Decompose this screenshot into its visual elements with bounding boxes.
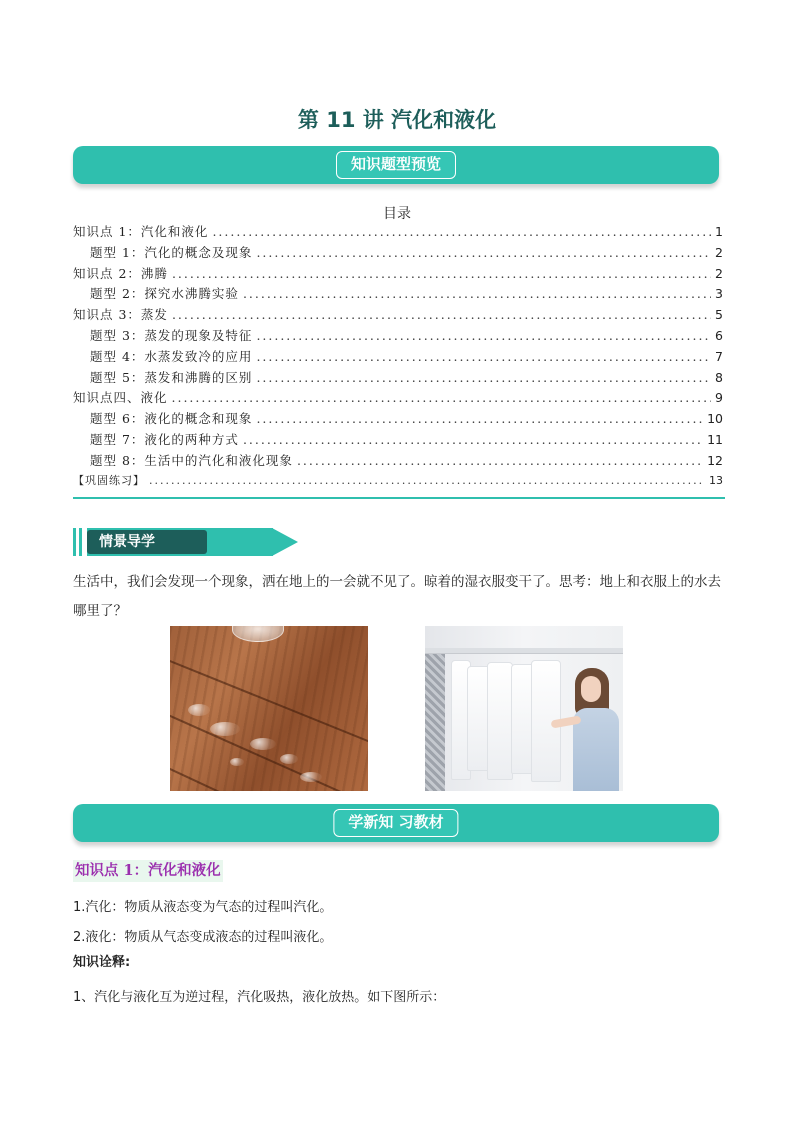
knowledge-point-heading: 知识点 1：汽化和液化 xyxy=(73,860,223,882)
toc-leader-dots xyxy=(297,453,703,468)
tag-bars-decoration xyxy=(73,528,87,556)
toc-entry-page: 9 xyxy=(715,390,723,406)
toc-entry-page: 2 xyxy=(715,265,723,281)
toc-entry-label: 题型 8：生活中的汽化和液化现象 xyxy=(90,452,293,468)
toc-leader-dots xyxy=(172,266,711,281)
toc-entry-page: 7 xyxy=(715,348,723,364)
toc-leader-dots xyxy=(243,432,703,447)
section-divider xyxy=(73,497,725,499)
toc-entry[interactable] xyxy=(73,305,723,326)
toc-entry-label: 知识点 3：蒸发 xyxy=(73,307,168,323)
toc-entry-label: 题型 5：蒸发和沸腾的区别 xyxy=(90,369,253,385)
toc-entry-label: 【巩固练习】 xyxy=(73,473,145,487)
toc-leader-dots xyxy=(172,390,712,405)
toc-entry-page: 2 xyxy=(715,244,723,260)
toc-entry[interactable] xyxy=(73,430,723,451)
toc-entry[interactable] xyxy=(73,264,723,285)
spilled-water-photo xyxy=(170,626,368,791)
toc-entry-page: 1 xyxy=(715,224,723,239)
toc-entry-page: 8 xyxy=(715,369,723,385)
toc-entry[interactable] xyxy=(73,326,723,347)
toc-entry-page: 5 xyxy=(715,307,723,323)
notes-paragraph: 1、汽化与液化互为逆过程，汽化吸热，液化放热。如下图所示： xyxy=(73,990,446,1005)
scene-section-tag xyxy=(73,528,233,556)
learn-banner xyxy=(73,804,719,842)
toc-leader-dots xyxy=(256,411,703,426)
toc-entry-label: 题型 1：汽化的概念及现象 xyxy=(90,244,253,260)
toc-entry-page: 13 xyxy=(709,473,723,487)
toc-leader-dots xyxy=(149,474,705,487)
toc-entry[interactable] xyxy=(73,451,723,472)
table-of-contents xyxy=(73,222,723,492)
toc-entry-page: 11 xyxy=(707,431,723,447)
intro-paragraph: 生活中，我们会发现一个现象，洒在地上的一会就不见了。晾着的湿衣服变干了。思考：地上和衣服上的水去哪里了？ xyxy=(73,574,721,619)
toc-entry-page: 12 xyxy=(707,452,723,468)
toc-entry-page: 6 xyxy=(715,327,723,343)
learn-banner-label: 学新知 习教材 xyxy=(333,809,458,837)
toc-entry[interactable] xyxy=(73,222,723,243)
toc-entry[interactable] xyxy=(73,243,723,264)
toc-entry-label: 题型 4：水蒸发致冷的应用 xyxy=(90,348,253,364)
toc-entry[interactable] xyxy=(73,284,723,305)
toc-entry-label: 题型 2：探究水沸腾实验 xyxy=(90,286,239,302)
toc-entry[interactable] xyxy=(73,368,723,389)
toc-entry-label: 知识点 1：汽化和液化 xyxy=(73,224,209,239)
toc-leader-dots xyxy=(172,307,711,322)
scene-section-label: 情景导学 xyxy=(87,530,207,554)
toc-entry-label: 题型 7：液化的两种方式 xyxy=(90,431,239,447)
toc-entry-page: 3 xyxy=(715,286,723,302)
drying-clothes-photo xyxy=(425,626,623,791)
page-title: 第 11 讲 汽化和液化 xyxy=(297,108,497,132)
toc-leader-dots xyxy=(256,328,711,343)
toc-heading: 目录 xyxy=(383,206,411,222)
tag-arrow-icon xyxy=(272,528,298,556)
toc-leader-dots xyxy=(256,370,711,385)
preview-banner-label: 知识题型预览 xyxy=(336,151,456,179)
knowledge-notes-label: 知识诠释: xyxy=(73,955,131,970)
wine-glass-base xyxy=(232,626,284,642)
liquefaction-definition: 2.液化：物质从气态变成液态的过程叫液化。 xyxy=(73,930,333,945)
toc-entry[interactable] xyxy=(73,472,723,493)
toc-entry-page: 10 xyxy=(707,411,723,427)
toc-entry-label: 题型 6：液化的概念和现象 xyxy=(90,411,253,427)
preview-banner xyxy=(73,146,719,184)
toc-entry-label: 题型 3：蒸发的现象及特征 xyxy=(90,327,253,343)
toc-leader-dots xyxy=(256,349,711,364)
toc-entry-label: 知识点四、液化 xyxy=(73,390,168,406)
toc-entry[interactable] xyxy=(73,347,723,368)
toc-entry[interactable] xyxy=(73,409,723,430)
toc-leader-dots xyxy=(243,286,711,301)
toc-entry[interactable] xyxy=(73,388,723,409)
toc-leader-dots xyxy=(212,224,711,239)
toc-entry-label: 知识点 2：沸腾 xyxy=(73,265,168,281)
toc-leader-dots xyxy=(256,245,711,260)
vaporization-definition: 1.汽化：物质从液态变为气态的过程叫汽化。 xyxy=(73,900,333,915)
